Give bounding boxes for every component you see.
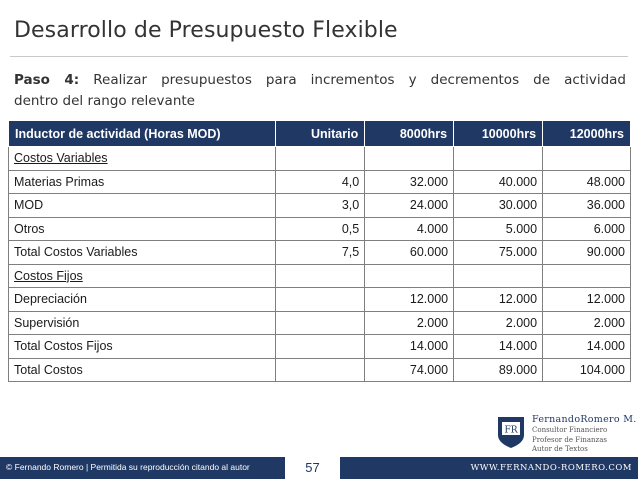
value-cell: 36.000 <box>543 194 631 218</box>
step-line-1 <box>14 70 626 91</box>
step-label: Paso 4: <box>14 72 80 88</box>
value-cell <box>276 358 365 382</box>
step-description <box>14 70 626 112</box>
section-heading-cell: Costos Fijos <box>9 264 276 288</box>
footer-website-link[interactable]: WWW.FERNANDO-ROMERO.COM <box>470 463 632 473</box>
table-row <box>9 194 631 218</box>
value-cell <box>543 264 631 288</box>
table-row <box>9 241 631 265</box>
row-label-cell: Total Costos Variables <box>9 241 276 265</box>
fr-logo-icon <box>496 415 526 449</box>
row-label-cell: Materias Primas <box>9 170 276 194</box>
value-cell: 24.000 <box>365 194 454 218</box>
header-8000hrs: 8000hrs <box>365 121 454 147</box>
footer-copyright: © Fernando Romero | Permitida su reproducción citando al autor <box>6 462 250 472</box>
value-cell <box>276 264 365 288</box>
value-cell: 2.000 <box>543 311 631 335</box>
value-cell: 2.000 <box>454 311 543 335</box>
value-cell: 5.000 <box>454 217 543 241</box>
table-row <box>9 358 631 382</box>
value-cell: 12.000 <box>543 288 631 312</box>
value-cell: 7,5 <box>276 241 365 265</box>
value-cell <box>276 311 365 335</box>
row-label-cell: Depreciación <box>9 288 276 312</box>
table-row <box>9 170 631 194</box>
table-row <box>9 288 631 312</box>
header-12000hrs: 12000hrs <box>543 121 631 147</box>
flexible-budget-table <box>8 120 631 382</box>
table-row <box>9 147 631 171</box>
value-cell <box>365 264 454 288</box>
row-label-cell: Total Costos Fijos <box>9 335 276 359</box>
author-subtitle-1: Consultor Financiero <box>532 426 608 434</box>
row-label-cell: MOD <box>9 194 276 218</box>
table-row <box>9 217 631 241</box>
table-row <box>9 264 631 288</box>
value-cell: 12.000 <box>454 288 543 312</box>
value-cell <box>454 147 543 171</box>
footer-bar <box>0 457 638 479</box>
header-unit: Unitario <box>276 121 365 147</box>
value-cell <box>276 288 365 312</box>
value-cell: 6.000 <box>543 217 631 241</box>
row-label-cell: Otros <box>9 217 276 241</box>
header-10000hrs: 10000hrs <box>454 121 543 147</box>
row-label-cell: Supervisión <box>9 311 276 335</box>
author-name: FernandoRomero M. <box>532 414 637 425</box>
value-cell: 40.000 <box>454 170 543 194</box>
value-cell: 14.000 <box>543 335 631 359</box>
table-row <box>9 311 631 335</box>
value-cell <box>543 147 631 171</box>
value-cell: 4,0 <box>276 170 365 194</box>
value-cell: 104.000 <box>543 358 631 382</box>
value-cell: 32.000 <box>365 170 454 194</box>
value-cell: 30.000 <box>454 194 543 218</box>
author-branding <box>532 414 637 454</box>
value-cell <box>276 147 365 171</box>
value-cell <box>365 147 454 171</box>
section-heading-cell: Costos Variables <box>9 147 276 171</box>
value-cell <box>454 264 543 288</box>
title-divider <box>10 56 628 57</box>
author-subtitle-2: Profesor de Finanzas <box>532 435 607 444</box>
slide-title: Desarrollo de Presupuesto Flexible <box>14 18 398 43</box>
value-cell: 14.000 <box>365 335 454 359</box>
value-cell: 89.000 <box>454 358 543 382</box>
header-activity-driver: Inductor de actividad (Horas MOD) <box>9 121 276 147</box>
value-cell: 3,0 <box>276 194 365 218</box>
value-cell: 12.000 <box>365 288 454 312</box>
value-cell: 2.000 <box>365 311 454 335</box>
table-header-row <box>9 121 631 147</box>
value-cell: 48.000 <box>543 170 631 194</box>
page-number: 57 <box>285 457 340 479</box>
value-cell: 4.000 <box>365 217 454 241</box>
step-text-line-1: Realizar presupuestos para incrementos y decrementos de actividad <box>93 72 626 88</box>
value-cell: 74.000 <box>365 358 454 382</box>
value-cell: 60.000 <box>365 241 454 265</box>
author-subtitle-3: Autor de Textos <box>532 445 588 453</box>
step-text-line-2: dentro del rango relevante <box>14 93 195 109</box>
table-row <box>9 335 631 359</box>
value-cell <box>276 335 365 359</box>
value-cell: 14.000 <box>454 335 543 359</box>
row-label-cell: Total Costos <box>9 358 276 382</box>
value-cell: 0,5 <box>276 217 365 241</box>
value-cell: 90.000 <box>543 241 631 265</box>
logo-letters: FR <box>504 425 518 436</box>
value-cell: 75.000 <box>454 241 543 265</box>
